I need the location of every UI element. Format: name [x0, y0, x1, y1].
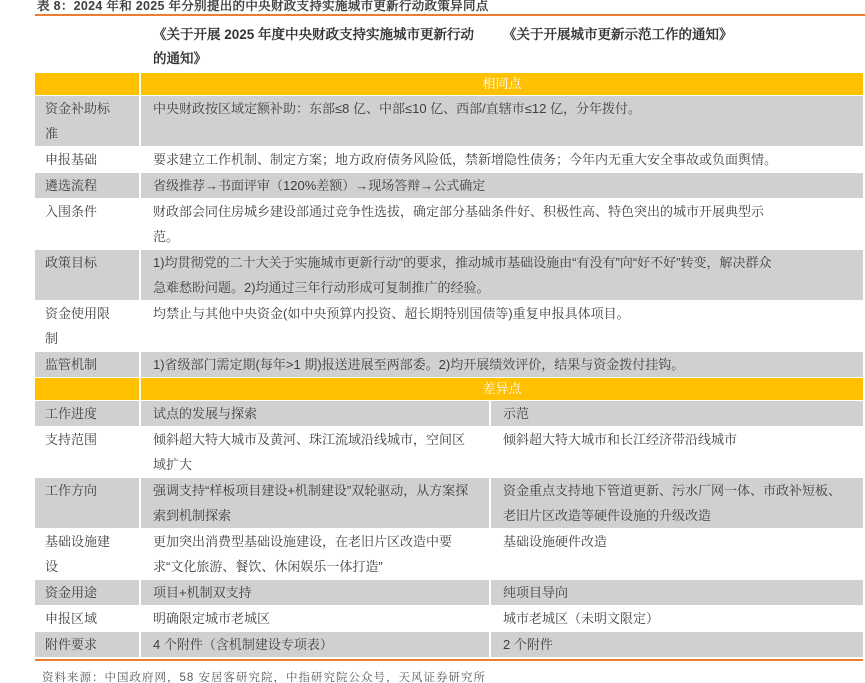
table-row [35, 401, 863, 427]
table-row [35, 478, 863, 529]
table-header-row [35, 19, 863, 73]
table-title: 表 8：2024 年和 2025 年分别提出的中央财政支持实施城市更新行动政策异同点 [37, 0, 489, 13]
comparison-table [35, 19, 863, 683]
table-row [35, 147, 863, 173]
section-band-label: 相同点 [482, 76, 522, 91]
row-left-cell: 强调支持“样板项目建设+机制建设”双轮驱动，从方案探索到机制探索 [141, 478, 491, 528]
band-label-spacer [35, 73, 141, 95]
section-band-row [35, 73, 863, 96]
table-row [35, 96, 863, 147]
row-label-cell: 支持范围 [35, 427, 141, 477]
table-row [35, 632, 863, 658]
row-label-cell: 工作进度 [35, 401, 141, 426]
row-right-cell: 城市老城区（未明文限定） [503, 611, 660, 626]
table-row [35, 250, 863, 301]
row-label-cell: 基础设施建设 [35, 529, 141, 579]
row-merged-cell: 要求建立工作机制、制定方案；地方政府债务风险低，禁新增隐性债务；今年内无重大安全事故或负面舆情。 [153, 152, 778, 167]
row-merged-cell: 1)省级部门需定期(每年>1 期)报送进展至两部委。2)均开展绩效评价，结果与资金拨付挂钩。 [153, 357, 685, 372]
table-bottom-rule [35, 659, 863, 661]
row-label-cell: 政策目标 [35, 250, 141, 300]
row-left-cell: 4 个附件（含机制建设专项表） [141, 632, 491, 657]
row-left-cell: 试点的发展与探索 [141, 401, 491, 426]
row-merged-cell: 财政部会同住房城乡建设部通过竞争性选拔，确定部分基础条件好、积极性高、特色突出的城市开展典型示范。 [153, 204, 765, 244]
row-label-cell: 申报区域 [35, 606, 141, 631]
table-row [35, 301, 863, 352]
table-body [35, 73, 863, 658]
table-row [35, 606, 863, 632]
band-label-spacer [35, 378, 141, 400]
row-label-cell: 附件要求 [35, 632, 141, 657]
table-row [35, 199, 863, 250]
row-merged-cell: 均禁止与其他中央资金(如中央预算内投资、超长期特别国债等)重复申报具体项目。 [153, 306, 630, 321]
row-right-cell: 基础设施硬件改造 [503, 534, 608, 549]
row-label-cell: 遴选流程 [35, 173, 141, 198]
row-label-cell: 资金补助标准 [35, 96, 141, 146]
row-label-cell: 资金用途 [35, 580, 141, 605]
title-divider-rule [35, 14, 865, 16]
row-left-cell: 项目+机制双支持 [141, 580, 491, 605]
header-2025-notice: 《关于开展 2025 年度中央财政支持实施城市更新行动的通知》 [153, 27, 475, 66]
row-left-cell: 更加突出消费型基础设施建设，在老旧片区改造中要求“文化旅游、餐饮、休闲娱乐一体打造” [141, 529, 491, 579]
row-label-cell: 入围条件 [35, 199, 141, 249]
row-left-cell: 倾斜超大特大城市及黄河、珠江流域沿线城市，空间区域扩大 [141, 427, 491, 477]
row-left-cell: 明确限定城市老城区 [141, 606, 491, 631]
row-right-cell: 资金重点支持地下管道更新、污水厂网一体、市政补短板、老旧片区改造等硬件设施的升级改造 [503, 483, 842, 523]
section-band-label: 差异点 [482, 381, 522, 396]
row-right-cell: 倾斜超大特大城市和长江经济带沿线城市 [503, 432, 738, 447]
row-merged-cell: 1)均贯彻党的二十大关于实施城市更新行动"的要求，推动城市基础设施由“有没有”向“好不好”转变，解决群众急难愁盼问题。2)均通过三年行动形成可复制推广的经验。 [153, 255, 772, 295]
section-band-row [35, 378, 863, 401]
row-label-cell: 监管机制 [35, 352, 141, 377]
row-label-cell: 申报基础 [35, 147, 141, 172]
row-right-cell: 纯项目导向 [503, 585, 569, 600]
table-row [35, 352, 863, 378]
table-row [35, 427, 863, 478]
header-empty-cell [35, 23, 141, 71]
row-right-cell: 2 个附件 [503, 637, 553, 652]
table-row [35, 529, 863, 580]
source-note: 资料来源：中国政府网，58 安居客研究院，中指研究院公众号，天风证券研究所 [42, 672, 486, 683]
row-right-cell: 示范 [503, 406, 530, 421]
table-row [35, 173, 863, 199]
row-label-cell: 资金使用限制 [35, 301, 141, 351]
table-row [35, 580, 863, 606]
row-merged-cell: 省级推荐→书面评审（120%差额）→现场答辩→公式确定 [153, 178, 486, 193]
row-label-cell: 工作方向 [35, 478, 141, 528]
row-merged-cell: 中央财政按区域定额补助：东部≤8 亿、中部≤10 亿、西部/直辖市≤12 亿，分年拨付。 [153, 101, 642, 116]
header-demo-notice: 《关于开展城市更新示范工作的通知》 [503, 27, 733, 42]
